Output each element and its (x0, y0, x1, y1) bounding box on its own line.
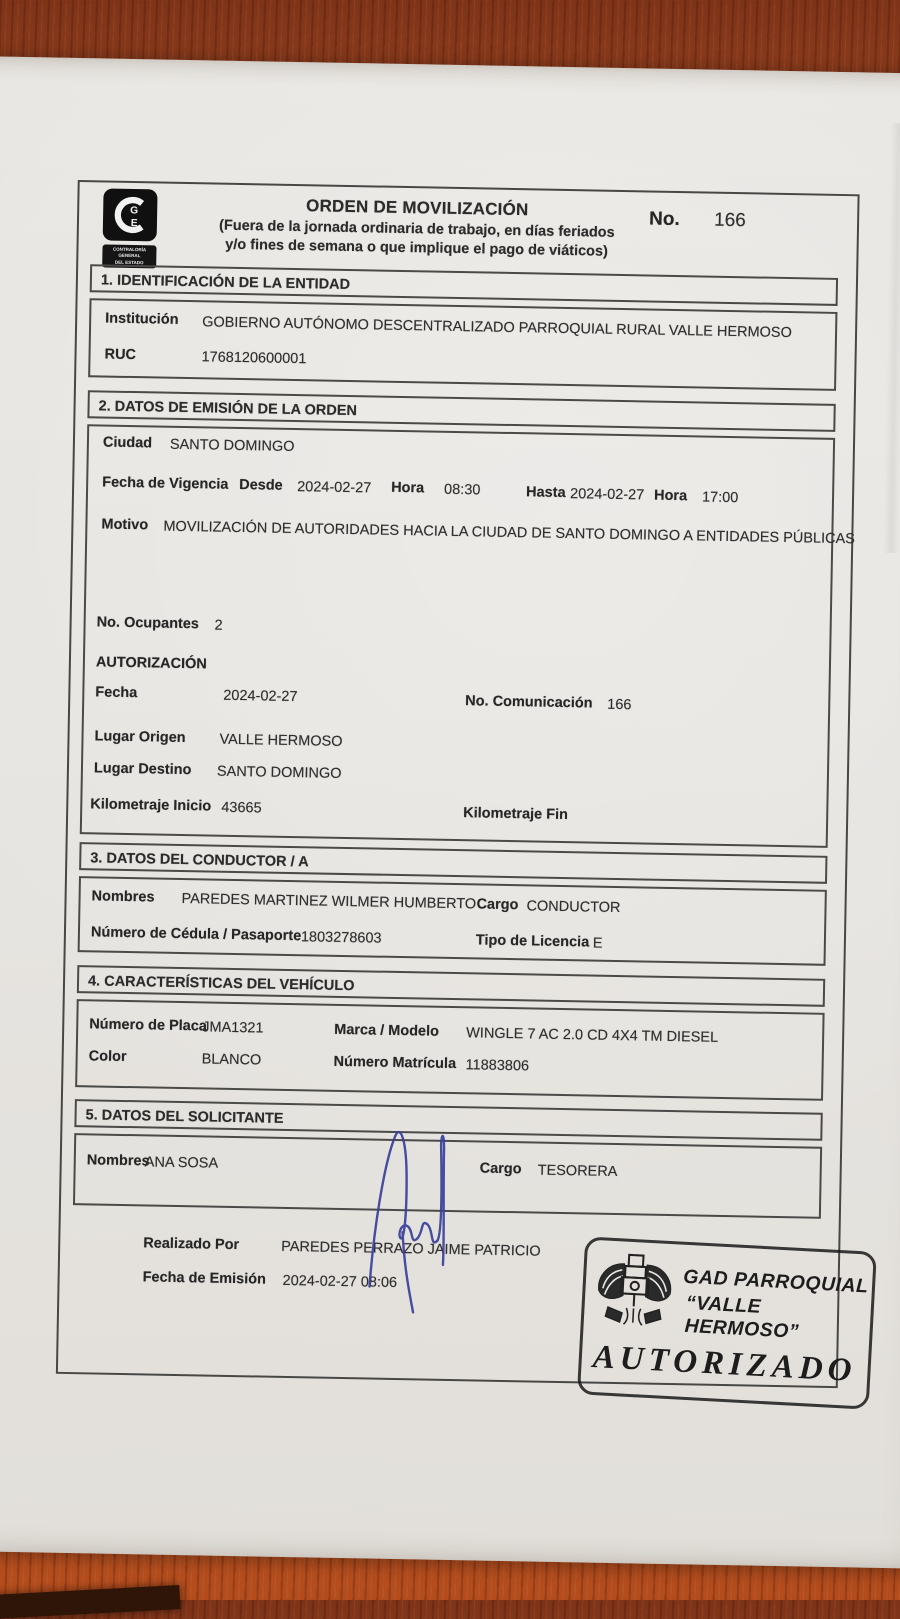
solicitante-nombres-label: Nombres (86, 1152, 150, 1170)
ciudad-value: SANTO DOMINGO (169, 436, 295, 456)
section3-title: 3. DATOS DEL CONDUCTOR / A (79, 842, 827, 884)
comunicacion-label: No. Comunicación (465, 693, 593, 712)
form-number-value: 166 (713, 209, 747, 232)
authorization-stamp (577, 1236, 877, 1409)
motivo-value: MOVILIZACIÓN DE AUTORIDADES HACIA LA CIUDAD DE SANTO DOMINGO A ENTIDADES PÚBLICAS (163, 518, 856, 548)
motivo-label: Motivo (101, 516, 149, 534)
cge-logo (103, 188, 158, 241)
form-subtitle-line2: y/o fines de semana o que implique el pago de viáticos) (225, 236, 609, 260)
institucion-value: GOBIERNO AUTÓNOMO DESCENTRALIZADO PARROQUIAL RURAL VALLE HERMOSO (202, 314, 792, 342)
marca-label: Marca / Modelo (334, 1021, 440, 1040)
cge-caption-line1: CONTRALORÍA (112, 247, 147, 253)
matricula-label: Número Matrícula (333, 1053, 457, 1073)
section2-title: 2. DATOS DE EMISIÓN DE LA ORDEN (87, 390, 835, 432)
conductor-nombres-label: Nombres (91, 888, 155, 906)
vigencia-label: Fecha de Vigencia (102, 474, 229, 493)
destino-value: SANTO DOMINGO (216, 763, 342, 782)
fecha-label: Fecha (95, 684, 138, 702)
conductor-cargo-value: CONDUCTOR (526, 898, 621, 917)
signature (358, 1111, 463, 1393)
section4-body (75, 999, 824, 1101)
section1-title: 1. IDENTIFICACIÓN DE LA ENTIDAD (90, 264, 838, 306)
km-inicio-label: Kilometraje Inicio (90, 796, 212, 815)
origen-value: VALLE HERMOSO (219, 731, 343, 750)
ocupantes-label: No. Ocupantes (96, 614, 200, 633)
fecha-value: 2024-02-27 (223, 687, 298, 706)
form-title: ORDEN DE MOVILIZACIÓN (305, 196, 529, 220)
conductor-nombres-value: PAREDES MARTINEZ WILMER HUMBERTO (181, 891, 477, 913)
comunicacion-value: 166 (607, 696, 632, 714)
form-number-label: No. (648, 208, 680, 231)
section4-title: 4. CARACTERÍSTICAS DEL VEHÍCULO (77, 965, 825, 1007)
stamp-crest-icon (590, 1249, 679, 1341)
section5-title: 5. DATOS DEL SOLICITANTE (74, 1099, 822, 1141)
section1-body (88, 298, 837, 391)
realizado-value: PAREDES PERRAZO JAIME PATRICIO (281, 1238, 541, 1260)
ruc-value: 1768120600001 (201, 349, 307, 368)
cge-caption-line3: DEL ESTADO (114, 259, 144, 265)
document-paper (0, 56, 900, 1569)
solicitante-cargo-label: Cargo (479, 1160, 522, 1178)
color-label: Color (88, 1048, 127, 1066)
color-value: BLANCO (201, 1051, 262, 1069)
placa-value: JMA1321 (202, 1019, 264, 1037)
km-fin-label: Kilometraje Fin (463, 805, 569, 824)
hora1-value: 08:30 (443, 481, 481, 499)
form-subtitle-line1: (Fuera de la jornada ordinaria de trabajo, en días feriados (218, 217, 615, 241)
emision-label: Fecha de Emisión (142, 1269, 267, 1288)
solicitante-cargo-value: TESORERA (537, 1162, 618, 1181)
origen-label: Lugar Origen (94, 728, 186, 747)
hasta-value: 2024-02-27 (569, 486, 645, 504)
ruc-label: RUC (104, 346, 137, 364)
stamp-entity-line2: “VALLE HERMOSO” (684, 1291, 800, 1343)
cge-caption-line2: GENERAL (118, 253, 141, 259)
section2-body (80, 424, 856, 848)
hasta-label: Hasta (525, 484, 566, 501)
marca-value: WINGLE 7 AC 2.0 CD 4X4 TM DIESEL (466, 1025, 719, 1046)
autorizacion-label: AUTORIZACIÓN (95, 654, 207, 673)
wooden-table-edge (0, 1585, 180, 1619)
svg-text:E: E (130, 217, 138, 230)
cedula-label: Número de Cédula / Pasaporte (90, 924, 302, 945)
licencia-label: Tipo de Licencia (475, 932, 590, 951)
section3-body (78, 876, 827, 966)
licencia-value: E (592, 935, 603, 952)
hora2-label: Hora (653, 487, 688, 505)
stamp-autorizado-word: AUTORIZADO (591, 1339, 858, 1390)
institucion-label: Institución (105, 310, 179, 328)
destino-label: Lugar Destino (93, 760, 192, 779)
svg-text:G: G (130, 205, 139, 217)
desde-value: 2024-02-27 (297, 479, 372, 497)
realizado-label: Realizado Por (143, 1235, 240, 1254)
paper-crease (883, 123, 900, 553)
ciudad-label: Ciudad (102, 434, 153, 452)
placa-label: Número de Placa (89, 1016, 208, 1035)
km-inicio-value: 43665 (221, 799, 262, 817)
ocupantes-value: 2 (214, 617, 223, 634)
stamp-entity-line1: GAD PARROQUIAL (682, 1265, 870, 1298)
matricula-value: 11883806 (465, 1057, 530, 1075)
cge-monogram-icon (108, 193, 153, 238)
conductor-cargo-label: Cargo (476, 896, 519, 914)
hora1-label: Hora (391, 479, 425, 497)
desde-label: Desde (239, 477, 283, 494)
emision-value: 2024-02-27 08:06 (282, 1272, 398, 1292)
solicitante-nombres-value: ANA SOSA (144, 1154, 219, 1172)
hora2-value: 17:00 (701, 489, 739, 507)
cedula-value: 1803278603 (300, 929, 382, 947)
